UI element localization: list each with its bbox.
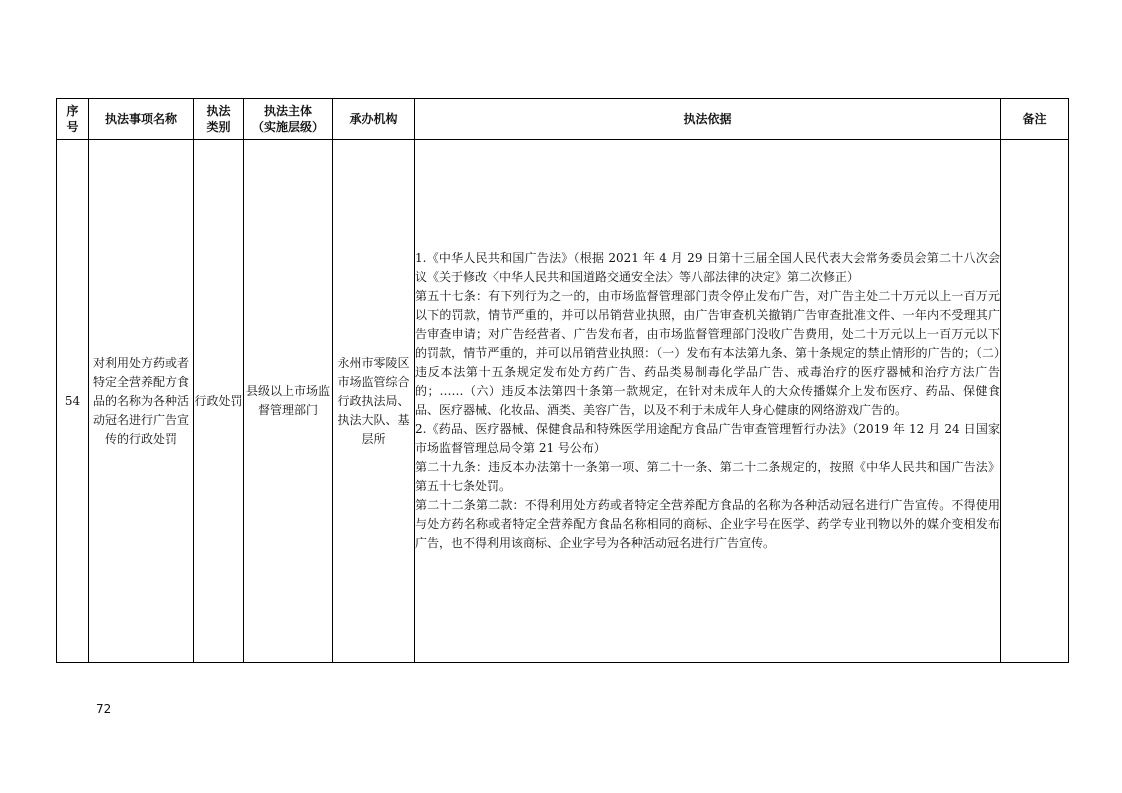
- cell-subject: 县级以上市场监督管理部门: [244, 140, 333, 663]
- basis-paragraph: 1.《中华人民共和国广告法》（根据 2021 年 4 月 29 日第十三届全国人民代表大会常务委员会第二十八次会议《关于修改〈中华人民共和国道路交通安全法〉等八部法律的决定》第二次修正）: [415, 251, 1000, 284]
- cell-item-name: 对利用处方药或者特定全营养配方食品的名称为各种活动冠名进行广告宣传的行政处罚: [89, 140, 194, 663]
- header-item-name: 执法事项名称: [89, 99, 194, 140]
- cell-basis: [415, 140, 1001, 663]
- basis-paragraph: 第二十九条：违反本办法第十一条第一项、第二十一条、第二十二条规定的，按照《中华人民共和国广告法》第五十七条处罚。: [415, 460, 1000, 493]
- law-enforcement-table: [56, 98, 1069, 663]
- header-remark: 备注: [1001, 99, 1069, 140]
- basis-paragraph: 第二十二条第二款：不得利用处方药或者特定全营养配方食品的名称为各种活动冠名进行广告宣传。不得使用与处方药名称或者特定全营养配方食品名称相同的商标、企业字号在医学、药学专业刊物以外的媒介变相发布广告，也不得利用该商标、企业字号为各种活动冠名进行广告宣传。: [415, 498, 1000, 550]
- basis-paragraph: 第五十七条：有下列行为之一的，由市场监督管理部门责令停止发布广告，对广告主处二十万元以上一百万元以下的罚款，情节严重的，并可以吊销营业执照，由广告审查机关撤销广告审查批准文件、一年内不受理其广告审查申请；对广告经营者、广告发布者，由市场监督管理部门没收广告费用，处二十万元以上一百万元以下的罚款，情节严重的，并可以吊销营业执照：（一）发布有本法第九条、第十条规定的禁止情形的广告的；（二）违反本法第十五条规定发布处方药广告、药品类易制毒化学品广告、戒毒治疗的医疗器械和治疗方法广告的；……（六）违反本法第四十条第一款规定，在针对未成年人的大众传播媒介上发布医疗、药品、保健食品、医疗器械、化妆品、酒类、美容广告，以及不利于未成年人身心健康的网络游戏广告的。: [415, 289, 1000, 417]
- header-basis: 执法依据: [415, 99, 1001, 140]
- cell-organ: 永州市零陵区市场监管综合行政执法局、执法大队、基层所: [333, 140, 415, 663]
- header-category: 执法 类别: [194, 99, 244, 140]
- page-number: 72: [96, 702, 112, 716]
- cell-category: 行政处罚: [194, 140, 244, 663]
- table-row: [57, 140, 1069, 663]
- table-header-row: [57, 99, 1069, 140]
- header-seq: 序 号: [57, 99, 89, 140]
- header-organ: 承办机构: [333, 99, 415, 140]
- cell-seq: 54: [57, 140, 89, 663]
- basis-paragraph: 2.《药品、医疗器械、保健食品和特殊医学用途配方食品广告审查管理暂行办法》（2019 年 12 月 24 日国家市场监督管理总局令第 21 号公布）: [415, 422, 1000, 455]
- header-subject: 执法主体 （实施层级）: [244, 99, 333, 140]
- cell-remark: [1001, 140, 1069, 663]
